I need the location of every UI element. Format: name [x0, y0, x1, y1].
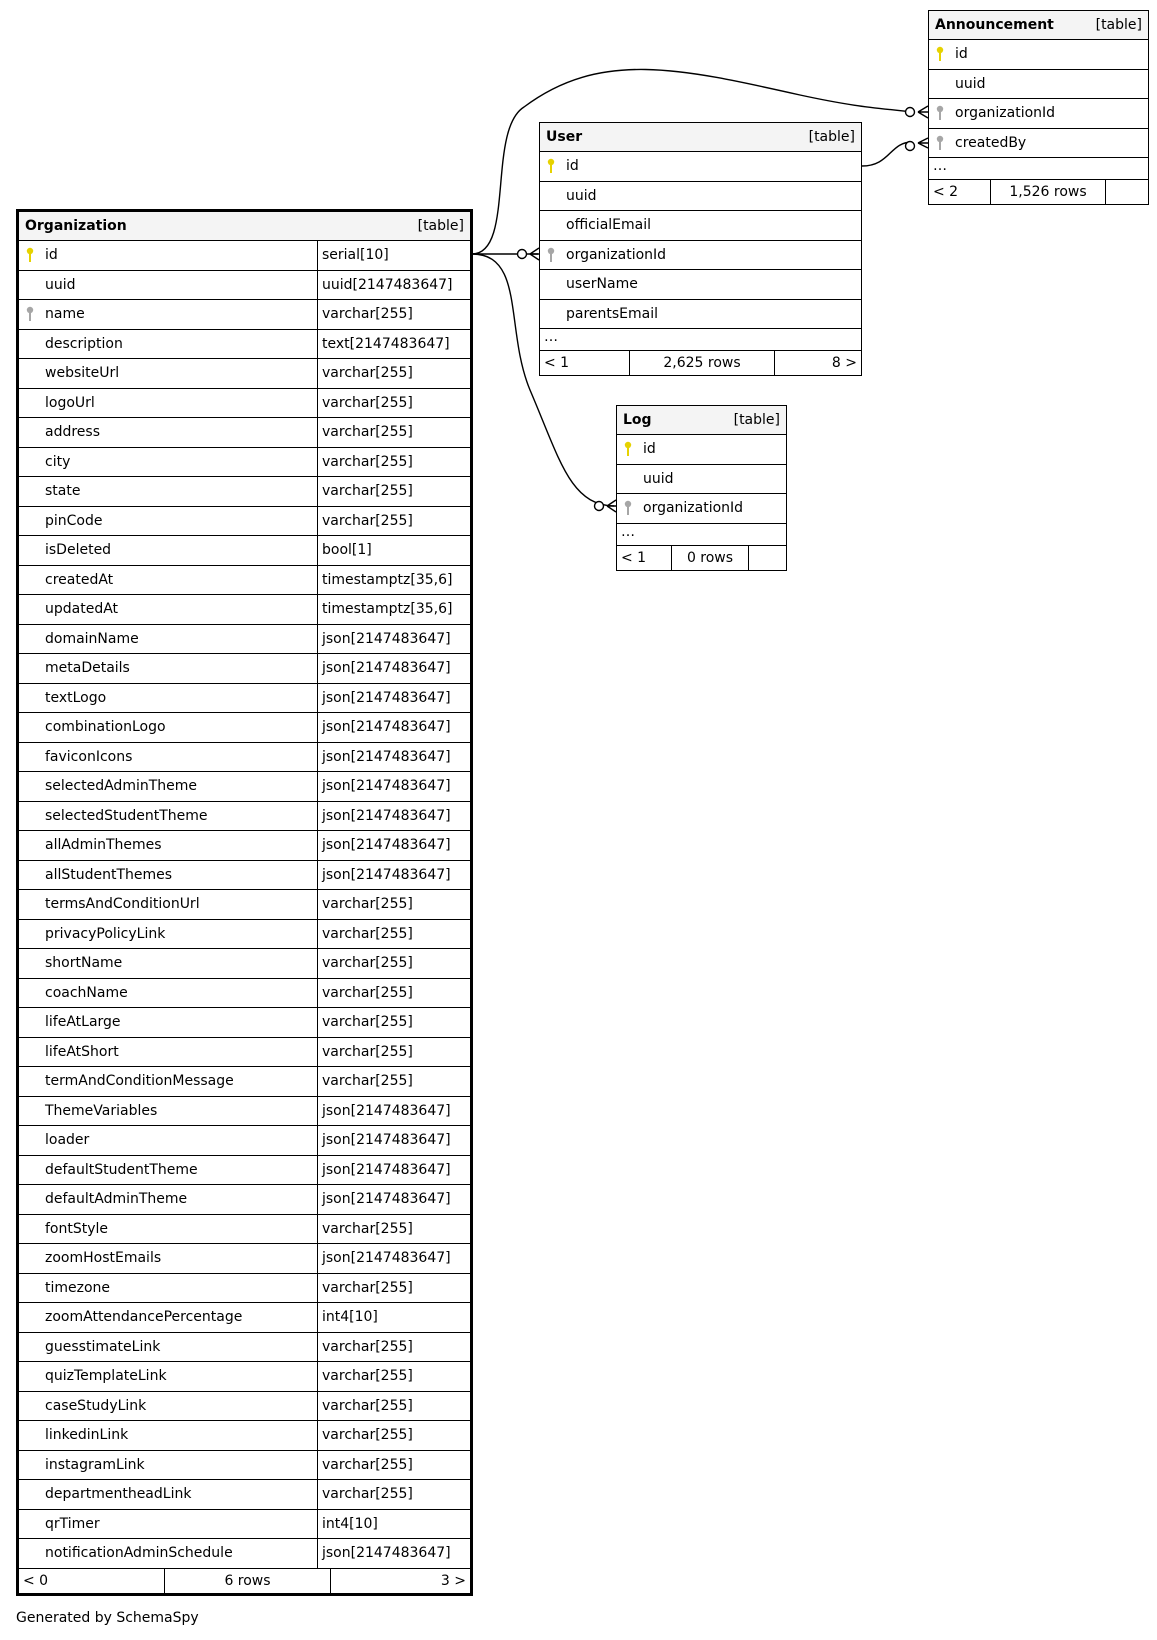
column-row-shortName[interactable]	[19, 949, 470, 979]
table-footer	[19, 1569, 470, 1593]
column-name: domainName	[45, 630, 139, 647]
column-name-cell	[540, 270, 861, 299]
column-row-organizationId[interactable]	[540, 241, 861, 271]
column-type: json[2147483647]	[317, 654, 470, 683]
column-name: userName	[566, 276, 638, 293]
column-row-instagramLink[interactable]	[19, 1451, 470, 1481]
column-name-cell	[19, 271, 317, 300]
column-row-zoomHostEmails[interactable]	[19, 1244, 470, 1274]
column-name: createdAt	[45, 571, 114, 588]
column-name-cell	[19, 595, 317, 624]
column-name: termAndConditionMessage	[45, 1073, 234, 1090]
more-columns-ellipsis: …	[617, 524, 786, 546]
column-name: officialEmail	[566, 217, 651, 234]
column-name-cell	[19, 300, 317, 329]
parents-count[interactable]: < 1	[540, 351, 630, 375]
column-name: selectedStudentTheme	[45, 807, 208, 824]
table-footer	[929, 180, 1148, 204]
column-name: textLogo	[45, 689, 107, 706]
children-count[interactable]	[1106, 180, 1148, 204]
key-slot	[623, 500, 643, 516]
column-type: varchar[255]	[317, 1480, 470, 1509]
column-name-cell	[617, 435, 786, 464]
column-name-cell	[19, 1156, 317, 1185]
children-count[interactable]: 8 >	[831, 355, 857, 371]
column-name-cell	[19, 418, 317, 447]
column-name: defaultAdminTheme	[45, 1191, 188, 1208]
row-count: 0 rows	[672, 546, 749, 570]
column-type: varchar[255]	[317, 1067, 470, 1096]
children-count[interactable]	[749, 546, 786, 570]
column-type: serial[10]	[317, 241, 470, 270]
column-row-address[interactable]	[19, 418, 470, 448]
column-name: city	[45, 453, 71, 470]
column-type: json[2147483647]	[317, 1126, 470, 1155]
column-row-guesstimateLink[interactable]	[19, 1333, 470, 1363]
column-type: varchar[255]	[317, 1215, 470, 1244]
column-name: quizTemplateLink	[45, 1368, 167, 1385]
column-name-cell	[19, 1185, 317, 1214]
column-row-termsAndConditionUrl[interactable]	[19, 890, 470, 920]
column-name-cell	[19, 536, 317, 565]
column-name: termsAndConditionUrl	[45, 896, 200, 913]
crowfoot-announcement-createdBy	[906, 138, 929, 151]
column-name-cell	[617, 465, 786, 494]
column-name-cell	[19, 890, 317, 919]
table-header[interactable]	[19, 212, 470, 241]
column-type: json[2147483647]	[317, 743, 470, 772]
table-name: User	[546, 129, 583, 145]
table-footer	[617, 546, 786, 570]
key-slot	[935, 135, 955, 151]
column-name: metaDetails	[45, 660, 130, 677]
column-type: varchar[255]	[317, 1392, 470, 1421]
column-row-fontStyle[interactable]	[19, 1215, 470, 1245]
column-type: json[2147483647]	[317, 772, 470, 801]
foreign-key-icon	[935, 105, 945, 121]
column-row-id[interactable]	[929, 40, 1148, 70]
column-name-cell	[19, 1274, 317, 1303]
table-announcement[interactable]	[928, 10, 1149, 205]
column-type: json[2147483647]	[317, 1185, 470, 1214]
column-name: combinationLogo	[45, 719, 166, 736]
row-count: 1,526 rows	[991, 180, 1106, 204]
column-name: logoUrl	[45, 394, 95, 411]
column-type: text[2147483647]	[317, 330, 470, 359]
column-type: timestamptz[35,6]	[317, 566, 470, 595]
column-type: json[2147483647]	[317, 684, 470, 713]
column-row-parentsEmail[interactable]	[540, 300, 861, 330]
column-name-cell	[19, 1392, 317, 1421]
column-name-cell	[929, 70, 1148, 99]
column-row-pinCode[interactable]	[19, 507, 470, 537]
column-name-cell	[540, 211, 861, 240]
parents-count[interactable]: < 2	[929, 180, 991, 204]
column-name-cell	[19, 802, 317, 831]
column-type: varchar[255]	[317, 418, 470, 447]
column-row-uuid[interactable]	[617, 465, 786, 495]
column-name: organizationId	[643, 500, 744, 517]
table-footer	[540, 351, 861, 375]
column-row-uuid[interactable]	[540, 182, 861, 212]
column-name-cell	[929, 129, 1148, 158]
column-row-updatedAt[interactable]	[19, 595, 470, 625]
column-name-cell	[19, 831, 317, 860]
column-name: zoomAttendancePercentage	[45, 1309, 243, 1326]
column-row-defaultStudentTheme[interactable]	[19, 1156, 470, 1186]
table-kind: [table]	[417, 218, 464, 234]
column-row-id[interactable]	[540, 152, 861, 182]
column-row-metaDetails[interactable]	[19, 654, 470, 684]
column-row-domainName[interactable]	[19, 625, 470, 655]
column-type: json[2147483647]	[317, 1156, 470, 1185]
row-count: 2,625 rows	[630, 351, 775, 375]
column-name-cell	[19, 1303, 317, 1332]
column-name-cell	[540, 152, 861, 181]
table-name: Organization	[25, 218, 127, 234]
column-type: varchar[255]	[317, 448, 470, 477]
key-slot	[623, 441, 643, 457]
crowfoot-announcement-organizationId	[906, 106, 929, 118]
column-name: linkedinLink	[45, 1427, 129, 1444]
children-count[interactable]: 3 >	[440, 1572, 466, 1589]
column-name-cell	[19, 1097, 317, 1126]
column-row-qrTimer[interactable]	[19, 1510, 470, 1540]
column-row-lifeAtShort[interactable]	[19, 1038, 470, 1068]
column-row-zoomAttendancePercentage[interactable]	[19, 1303, 470, 1333]
column-row-ThemeVariables[interactable]	[19, 1097, 470, 1127]
column-name: state	[45, 483, 81, 500]
column-type: int4[10]	[317, 1303, 470, 1332]
table-user[interactable]	[539, 122, 862, 376]
column-row-allAdminThemes[interactable]	[19, 831, 470, 861]
column-row-organizationId[interactable]	[617, 494, 786, 524]
column-name: websiteUrl	[45, 365, 120, 382]
crowfoot-log-organizationId	[595, 500, 617, 512]
column-name-cell	[19, 1451, 317, 1480]
column-name: lifeAtShort	[45, 1043, 119, 1060]
column-name-cell	[19, 654, 317, 683]
column-name: caseStudyLink	[45, 1397, 147, 1414]
column-name-cell	[19, 861, 317, 890]
column-row-createdBy[interactable]	[929, 129, 1148, 159]
column-type: varchar[255]	[317, 979, 470, 1008]
column-name: id	[955, 46, 968, 63]
column-type: json[2147483647]	[317, 1539, 470, 1568]
column-name: zoomHostEmails	[45, 1250, 162, 1267]
parents-count[interactable]: < 0	[19, 1569, 165, 1593]
primary-key-icon	[623, 441, 633, 457]
column-row-isDeleted[interactable]	[19, 536, 470, 566]
key-slot	[25, 306, 45, 322]
column-name-cell	[19, 1333, 317, 1362]
column-name-cell	[19, 241, 317, 270]
column-row-termAndConditionMessage[interactable]	[19, 1067, 470, 1097]
foreign-key-icon	[935, 135, 945, 151]
column-row-privacyPolicyLink[interactable]	[19, 920, 470, 950]
column-type: uuid[2147483647]	[317, 271, 470, 300]
column-name-cell	[540, 300, 861, 329]
column-name: uuid	[955, 75, 986, 92]
table-header[interactable]	[617, 406, 786, 435]
column-name: defaultStudentTheme	[45, 1161, 198, 1178]
column-name-cell	[19, 477, 317, 506]
column-type: varchar[255]	[317, 920, 470, 949]
column-name: uuid	[643, 470, 674, 487]
column-row-lifeAtLarge[interactable]	[19, 1008, 470, 1038]
key-slot	[935, 105, 955, 121]
column-name-cell	[19, 920, 317, 949]
column-type: json[2147483647]	[317, 861, 470, 890]
column-name: pinCode	[45, 512, 103, 529]
column-type: varchar[255]	[317, 890, 470, 919]
column-name: address	[45, 424, 101, 441]
table-kind: [table]	[808, 129, 855, 145]
column-type: json[2147483647]	[317, 802, 470, 831]
column-row-id[interactable]	[617, 435, 786, 465]
column-type: varchar[255]	[317, 1451, 470, 1480]
column-type: int4[10]	[317, 1510, 470, 1539]
column-name-cell	[19, 1362, 317, 1391]
column-row-selectedStudentTheme[interactable]	[19, 802, 470, 832]
column-row-coachName[interactable]	[19, 979, 470, 1009]
column-type: varchar[255]	[317, 1038, 470, 1067]
column-name: ThemeVariables	[45, 1102, 158, 1119]
column-row-name[interactable]	[19, 300, 470, 330]
column-type: timestamptz[35,6]	[317, 595, 470, 624]
column-name: instagramLink	[45, 1456, 145, 1473]
column-row-uuid[interactable]	[929, 70, 1148, 100]
column-name-cell	[19, 1539, 317, 1568]
column-row-userName[interactable]	[540, 270, 861, 300]
column-name: selectedAdminTheme	[45, 778, 198, 795]
column-row-organizationId[interactable]	[929, 99, 1148, 129]
column-type: varchar[255]	[317, 1008, 470, 1037]
column-name: loader	[45, 1132, 90, 1149]
column-name-cell	[19, 772, 317, 801]
foreign-key-icon	[623, 500, 633, 516]
column-row-selectedAdminTheme[interactable]	[19, 772, 470, 802]
column-name-cell	[19, 1244, 317, 1273]
edge-user-announcement	[862, 142, 912, 166]
column-name: allStudentThemes	[45, 866, 173, 883]
column-row-createdAt[interactable]	[19, 566, 470, 596]
column-name-cell	[19, 1126, 317, 1155]
column-name-cell	[19, 1215, 317, 1244]
column-name: privacyPolicyLink	[45, 925, 166, 942]
column-row-websiteUrl[interactable]	[19, 359, 470, 389]
table-log[interactable]	[616, 405, 787, 571]
column-name: qrTimer	[45, 1515, 100, 1532]
column-type: varchar[255]	[317, 300, 470, 329]
column-name-cell	[19, 949, 317, 978]
column-name-cell	[540, 241, 861, 270]
column-type: varchar[255]	[317, 359, 470, 388]
column-row-id[interactable]	[19, 241, 470, 271]
column-name-cell	[19, 566, 317, 595]
column-row-notificationAdminSchedule[interactable]	[19, 1539, 470, 1569]
column-name-cell	[19, 1038, 317, 1067]
column-name-cell	[19, 1480, 317, 1509]
column-row-timezone[interactable]	[19, 1274, 470, 1304]
column-name: organizationId	[955, 105, 1056, 122]
column-type: varchar[255]	[317, 1362, 470, 1391]
column-row-quizTemplateLink[interactable]	[19, 1362, 470, 1392]
column-name: lifeAtLarge	[45, 1014, 121, 1031]
table-header[interactable]	[929, 11, 1148, 40]
column-name: id	[643, 441, 656, 458]
primary-key-icon	[25, 247, 35, 263]
column-row-faviconIcons[interactable]	[19, 743, 470, 773]
column-name: id	[566, 158, 579, 175]
column-name: description	[45, 335, 123, 352]
primary-key-icon	[546, 158, 556, 174]
generated-by-credit: Generated by SchemaSpy	[16, 1610, 199, 1626]
table-organization[interactable]	[16, 209, 473, 1596]
key-slot	[25, 247, 45, 263]
column-type: bool[1]	[317, 536, 470, 565]
column-name-cell	[19, 507, 317, 536]
column-row-defaultAdminTheme[interactable]	[19, 1185, 470, 1215]
primary-key-icon	[935, 46, 945, 62]
table-header[interactable]	[540, 123, 861, 152]
column-name: guesstimateLink	[45, 1338, 161, 1355]
column-row-uuid[interactable]	[19, 271, 470, 301]
column-name: organizationId	[566, 246, 667, 263]
table-name: Announcement	[935, 17, 1054, 33]
parents-count[interactable]: < 1	[617, 546, 672, 570]
column-row-combinationLogo[interactable]	[19, 713, 470, 743]
column-type: json[2147483647]	[317, 1097, 470, 1126]
column-name-cell	[19, 979, 317, 1008]
column-row-officialEmail[interactable]	[540, 211, 861, 241]
column-name: parentsEmail	[566, 305, 659, 322]
column-name-cell	[929, 40, 1148, 69]
column-type: varchar[255]	[317, 949, 470, 978]
key-slot	[546, 158, 566, 174]
column-name: isDeleted	[45, 542, 112, 559]
column-row-allStudentThemes[interactable]	[19, 861, 470, 891]
column-name: coachName	[45, 984, 128, 1001]
column-type: varchar[255]	[317, 1333, 470, 1362]
column-name: notificationAdminSchedule	[45, 1545, 233, 1562]
column-name: id	[45, 247, 58, 264]
column-type: varchar[255]	[317, 477, 470, 506]
column-type: json[2147483647]	[317, 625, 470, 654]
column-row-state[interactable]	[19, 477, 470, 507]
column-type: varchar[255]	[317, 1421, 470, 1450]
column-name: faviconIcons	[45, 748, 133, 765]
column-row-textLogo[interactable]	[19, 684, 470, 714]
column-name-cell	[19, 684, 317, 713]
table-kind: [table]	[733, 412, 780, 428]
column-type: varchar[255]	[317, 1274, 470, 1303]
column-name-cell	[19, 1008, 317, 1037]
column-name-cell	[617, 494, 786, 523]
more-columns-ellipsis: …	[929, 158, 1148, 180]
foreign-key-icon	[25, 306, 35, 322]
column-name-cell	[19, 389, 317, 418]
column-name: timezone	[45, 1279, 111, 1296]
column-type: varchar[255]	[317, 507, 470, 536]
key-slot	[546, 247, 566, 263]
key-slot	[935, 46, 955, 62]
column-type: json[2147483647]	[317, 831, 470, 860]
more-columns-ellipsis: …	[540, 329, 861, 351]
column-row-linkedinLink[interactable]	[19, 1421, 470, 1451]
column-name: fontStyle	[45, 1220, 109, 1237]
column-row-description[interactable]	[19, 330, 470, 360]
column-row-city[interactable]	[19, 448, 470, 478]
column-name-cell	[929, 99, 1148, 128]
column-name-cell	[19, 1421, 317, 1450]
foreign-key-icon	[546, 247, 556, 263]
column-name: allAdminThemes	[45, 837, 162, 854]
column-name: shortName	[45, 955, 123, 972]
column-row-caseStudyLink[interactable]	[19, 1392, 470, 1422]
column-name: uuid	[566, 187, 597, 204]
column-name-cell	[19, 448, 317, 477]
column-type: varchar[255]	[317, 389, 470, 418]
column-name-cell	[540, 182, 861, 211]
row-count: 6 rows	[165, 1569, 331, 1593]
column-type: json[2147483647]	[317, 1244, 470, 1273]
column-name-cell	[19, 359, 317, 388]
column-row-departmentheadLink[interactable]	[19, 1480, 470, 1510]
column-name-cell	[19, 330, 317, 359]
table-kind: [table]	[1095, 17, 1142, 33]
column-row-loader[interactable]	[19, 1126, 470, 1156]
column-name-cell	[19, 625, 317, 654]
column-row-logoUrl[interactable]	[19, 389, 470, 419]
column-name: createdBy	[955, 134, 1027, 151]
column-name: name	[45, 306, 85, 323]
column-name-cell	[19, 743, 317, 772]
column-name-cell	[19, 1067, 317, 1096]
column-name: updatedAt	[45, 601, 119, 618]
column-name-cell	[19, 1510, 317, 1539]
column-name: uuid	[45, 276, 76, 293]
column-type: json[2147483647]	[317, 713, 470, 742]
table-name: Log	[623, 412, 652, 428]
column-name: departmentheadLink	[45, 1486, 192, 1503]
column-name-cell	[19, 713, 317, 742]
